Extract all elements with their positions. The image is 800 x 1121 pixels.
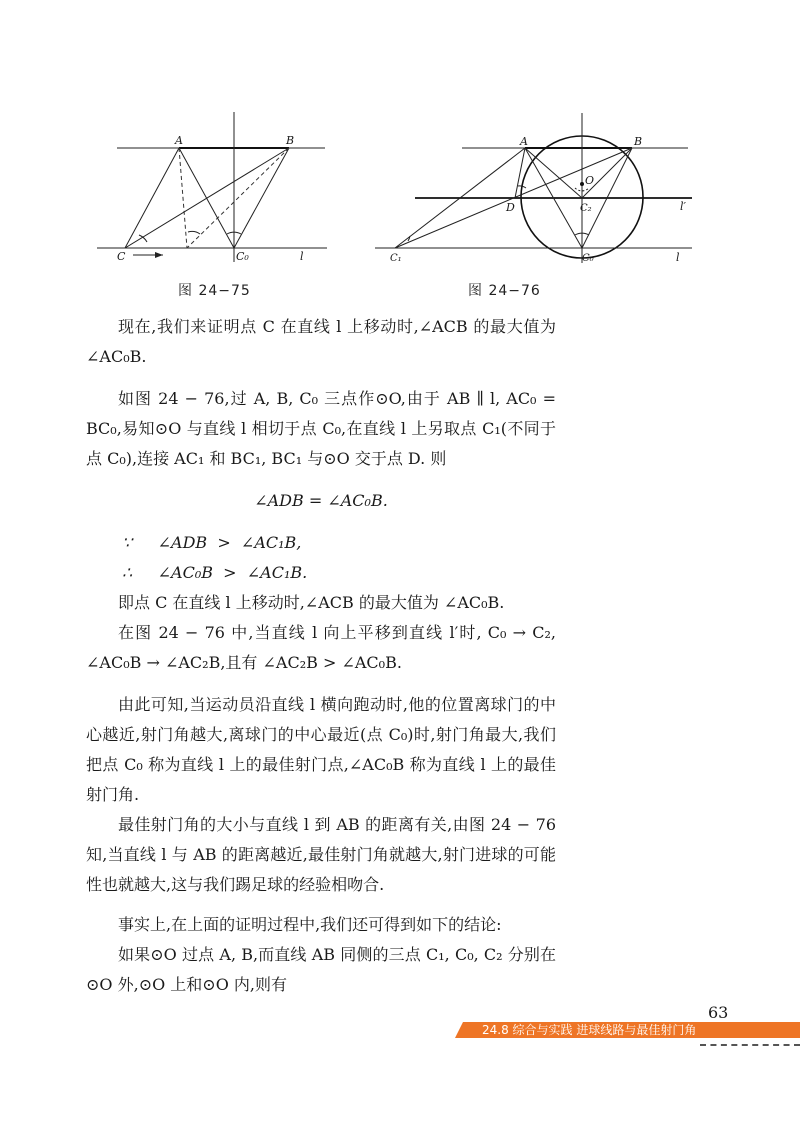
label-a: A [520,135,528,148]
body-text [86,312,556,1000]
label-c: C [117,250,126,263]
footer-divider [700,1044,800,1048]
paragraph-8: 如果⊙O 过点 A, B,而直线 AB 同侧的三点 C₁, C₀, C₂ 分别在⊙O 外,⊙O 上和⊙O 内,则有 [86,945,556,994]
figure-24-76 [370,108,700,273]
figure-24-75-diagram [95,110,335,270]
figure-24-75 [95,110,335,270]
equation-because: ∵ ∠ADB > ∠AC₁B, [122,533,302,552]
paragraph-7: 事实上,在上面的证明过程中,我们还可得到如下的结论: [118,915,502,934]
label-c0: C₀ [236,250,249,263]
paragraph-2: 如图 24 − 76,过 A, B, C₀ 三点作⊙O,由于 AB ∥ l, AC₀ = BC₀,易知⊙O 与直线 l 相切于点 C₀,在直线 l 上另取点 C₁(不同于点 C₀),连接 AC₁ 和 BC₁, BC₁ 与⊙O 交于点 D. 则 [86,389,556,468]
label-l: l [300,250,304,263]
equation-therefore: ∴ ∠AC₀B > ∠AC₁B. [122,563,308,582]
paragraph-4: 在图 24 − 76 中,当直线 l 向上平移到直线 l′时, C₀ → C₂, ∠AC₀B → ∠AC₂B,且有 ∠AC₂B > ∠AC₀B. [86,623,556,672]
paragraph-1: 现在,我们来证明点 C 在直线 l 上移动时,∠ACB 的最大值为 ∠AC₀B. [86,317,556,366]
label-l-prime: l′ [680,200,687,213]
figure-24-76-caption: 图 24−76 [468,283,541,299]
page-number: 63 [708,1003,729,1022]
label-b: B [286,134,295,147]
figure-24-76-diagram [370,108,700,273]
section-title: 24.8 综合与实践 进球线路与最佳射门角 [482,1023,697,1037]
label-c1: C₁ [390,253,402,264]
paragraph-6: 最佳射门角的大小与直线 l 到 AB 的距离有关,由图 24 − 76 知,当直线 l 与 AB 的距离越近,最佳射门角就越大,射门进球的可能性也就越大,这与我们踢足球的经验相吻合. [86,815,556,894]
label-l: l [676,251,680,264]
label-d: D [506,201,515,214]
label-c2: C₂ [580,203,592,214]
label-o: O [585,174,595,187]
paragraph-3: 即点 C 在直线 l 上移动时,∠ACB 的最大值为 ∠AC₀B. [118,593,505,612]
equation-1: ∠ADB = ∠AC₀B. [254,491,388,510]
paragraph-5: 由此可知,当运动员沿直线 l 横向跑动时,他的位置离球门的中心越近,射门角越大,离球门的中心最近(点 C₀)时,射门角最大,我们把点 C₀ 称为直线 l 上的最佳射门点,∠AC₀B 称为直线 l 上的最佳射门角. [86,695,556,804]
label-c0: C₀ [582,253,594,264]
figure-24-75-caption: 图 24−75 [178,283,251,299]
label-a: A [175,134,183,147]
label-b: B [634,135,643,148]
